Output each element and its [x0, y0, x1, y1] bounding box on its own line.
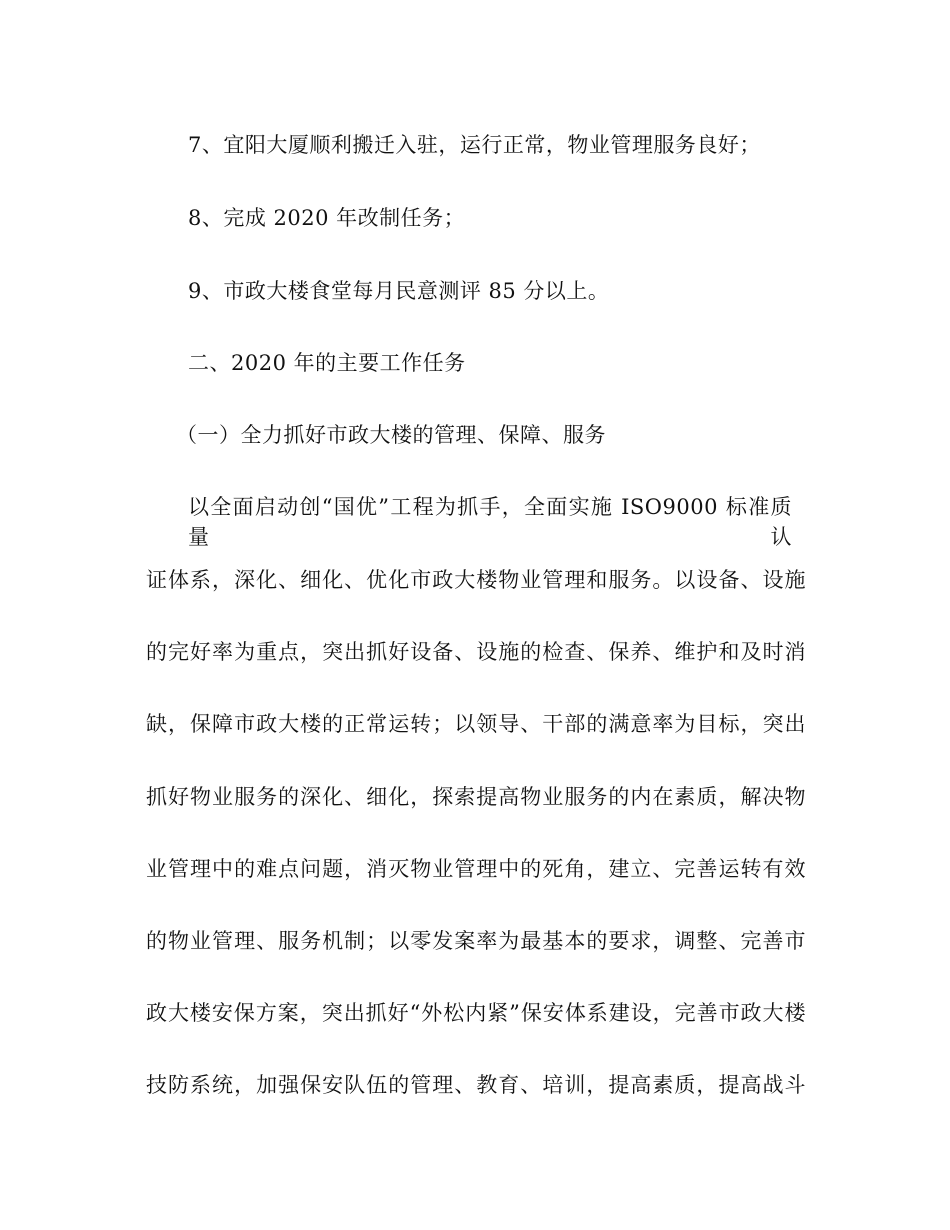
section-heading: 二、2020 年的主要工作任务	[188, 351, 466, 375]
subsection-heading: （一）全力抓好市政大楼的管理、保障、服务	[176, 423, 606, 447]
paragraph-line: 缺，保障市政大楼的正常运转；以领导、干部的满意率为目标，突出	[146, 712, 806, 736]
paragraph-line: 业管理中的难点问题，消灭物业管理中的死角，建立、完善运转有效	[146, 857, 806, 881]
paragraph-line: 抓好物业服务的深化、细化，探索提高物业服务的内在素质，解决物	[146, 785, 806, 809]
list-item-8: 8、完成 2020 年改制任务；	[188, 206, 466, 230]
list-item-7: 7、宜阳大厦顺利搬迁入驻，运行正常，物业管理服务良好；	[188, 133, 761, 157]
paragraph-line: 政大楼安保方案，突出抓好“外松内紧”保安体系建设，完善市政大楼	[146, 1001, 806, 1025]
paragraph-line: 的物业管理、服务机制；以零发案率为最基本的要求，调整、完善市	[146, 929, 806, 953]
list-item-9: 9、市政大楼食堂每月民意测评 85 分以上。	[188, 279, 610, 303]
paragraph-line: 的完好率为重点，突出抓好设备、设施的检查、保养、维护和及时消	[146, 640, 806, 664]
paragraph-line: 以全面启动创“国优”工程为抓手，全面实施 ISO9000 标准质量认	[188, 495, 792, 549]
paragraph-line: 证体系，深化、细化、优化市政大楼物业管理和服务。以设备、设施	[146, 568, 806, 592]
paragraph-line: 技防系统，加强保安队伍的管理、教育、培训，提高素质，提高战斗	[146, 1073, 806, 1097]
